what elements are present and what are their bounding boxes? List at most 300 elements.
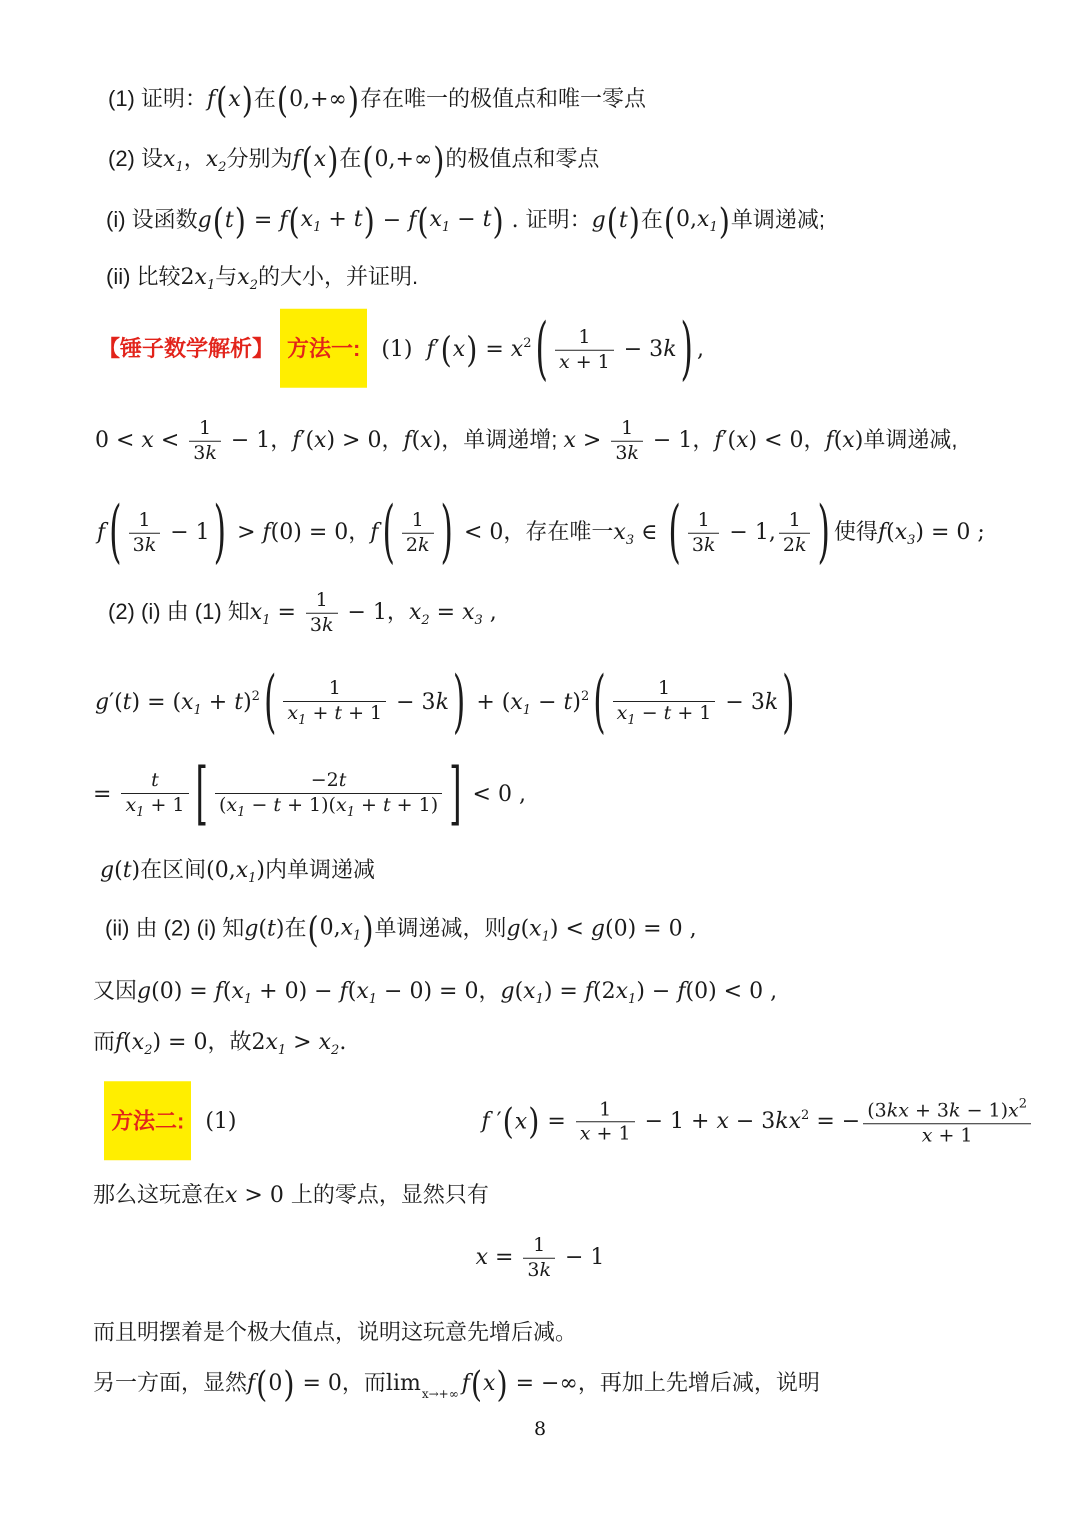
math-run: −2 bbox=[310, 769, 339, 791]
math-run: − 1 bbox=[340, 599, 387, 625]
paren-group bbox=[287, 199, 375, 242]
math-run: x bbox=[314, 427, 327, 453]
math-run: = bbox=[246, 207, 280, 233]
math-run: ) bbox=[243, 689, 252, 715]
text-run: 单调递减, bbox=[863, 426, 958, 452]
text-run: 的极值点和零点 bbox=[445, 146, 600, 172]
math-run: ) = ( bbox=[131, 689, 182, 715]
text-run: 3 bbox=[309, 613, 322, 636]
math-run: ) bbox=[275, 916, 285, 942]
math-run: − 3 bbox=[389, 689, 436, 715]
fraction bbox=[306, 589, 338, 638]
math-run: x bbox=[921, 1124, 933, 1146]
bracket-group bbox=[192, 752, 466, 834]
math-run: x bbox=[514, 1109, 528, 1135]
solution-header-method1 bbox=[98, 307, 704, 389]
math-run: x bbox=[529, 916, 542, 942]
open-delimiter: [ bbox=[195, 752, 208, 834]
text-run: 1 bbox=[315, 588, 328, 611]
paren-group bbox=[378, 490, 457, 572]
subscript: 1 bbox=[262, 612, 271, 628]
text-run: 3 bbox=[193, 441, 206, 464]
text-run: 与 bbox=[215, 264, 238, 290]
math-run: = − bbox=[809, 1108, 861, 1134]
math-run: + bbox=[321, 207, 354, 233]
close-delimiter: ) bbox=[718, 199, 730, 242]
paren-group bbox=[416, 199, 504, 242]
subscript: 2 bbox=[144, 1043, 153, 1059]
subscript: 1 bbox=[441, 220, 451, 236]
paren-group bbox=[606, 199, 641, 242]
math-run: − 3 bbox=[718, 689, 765, 715]
math-run: g bbox=[197, 207, 212, 233]
math-run: f bbox=[279, 207, 288, 233]
math-run: g bbox=[591, 207, 606, 233]
paren-group bbox=[105, 490, 230, 572]
math-run: t bbox=[353, 207, 363, 233]
group-content bbox=[483, 1370, 495, 1400]
math-run: − 1) bbox=[960, 1099, 1009, 1122]
text-run: (1) 证明： bbox=[108, 86, 208, 112]
close-delimiter: ) bbox=[528, 1100, 540, 1143]
math-run: t bbox=[338, 769, 347, 791]
paren-group bbox=[532, 307, 697, 389]
close-delimiter: ) bbox=[782, 660, 795, 742]
text-run: 存在唯一的极值点和唯一零点 bbox=[359, 86, 646, 112]
text-run: 1 bbox=[138, 508, 151, 531]
math-run: > 0 bbox=[237, 1183, 291, 1209]
math-run: < bbox=[153, 427, 187, 453]
math-run: ( bbox=[218, 793, 227, 816]
math-run: x bbox=[318, 1030, 332, 1056]
math-run: x bbox=[429, 207, 442, 233]
text-run: 2 bbox=[405, 533, 418, 556]
math-run: − 1 bbox=[558, 1244, 605, 1270]
text-run: 那么这玩意在 bbox=[93, 1182, 226, 1208]
math-run: + 1 bbox=[569, 350, 610, 373]
math-run: ) bbox=[854, 427, 864, 453]
math-run: f bbox=[339, 979, 348, 1005]
math-run: ′( bbox=[300, 427, 315, 453]
math-run: f bbox=[262, 519, 271, 545]
math-run: ) > 0 bbox=[326, 427, 382, 453]
math-run: t bbox=[273, 793, 282, 816]
fraction bbox=[283, 677, 386, 729]
problem-part-2 bbox=[108, 138, 600, 182]
math-run: (1) bbox=[367, 336, 427, 362]
page-number: 8 bbox=[533, 1418, 547, 1440]
subscript: 1 bbox=[346, 804, 355, 820]
math-run: 2 bbox=[180, 265, 195, 291]
open-delimiter: ( bbox=[470, 1362, 483, 1406]
math-run: ( bbox=[347, 979, 357, 1005]
group-content bbox=[228, 85, 240, 115]
open-delimiter: ( bbox=[382, 490, 395, 572]
close-delimiter: ] bbox=[449, 752, 462, 834]
math-run: x bbox=[300, 207, 314, 233]
math-run: g bbox=[100, 858, 115, 884]
subscript: 2 bbox=[218, 160, 227, 176]
math-run: + bbox=[201, 689, 235, 715]
text-run: 而且明摆着是个极大值点，说明这玩意先增后减。 bbox=[93, 1319, 578, 1345]
math-run: x bbox=[205, 147, 219, 173]
text-run: 使得 bbox=[833, 518, 878, 544]
math-run: x bbox=[181, 689, 194, 715]
limit-subscript: x→+∞ bbox=[421, 1387, 459, 1402]
paren-group bbox=[301, 138, 340, 182]
text-run: 而 bbox=[93, 1029, 116, 1055]
math-run: f bbox=[481, 1108, 490, 1134]
group-content bbox=[375, 145, 433, 175]
fraction bbox=[402, 509, 434, 558]
fraction bbox=[863, 1096, 1031, 1148]
math-run: f bbox=[877, 519, 887, 545]
math-run: < 0 bbox=[456, 519, 504, 545]
math-run: f bbox=[825, 427, 834, 453]
text-run: (i) 设函数 bbox=[106, 206, 198, 232]
subscript: 3 bbox=[907, 532, 916, 548]
math-run: 0 < bbox=[95, 427, 142, 453]
group-content bbox=[314, 145, 326, 175]
highlighted-label: 方法二: bbox=[104, 1081, 191, 1160]
math-run: ) = 0 bbox=[152, 1030, 208, 1056]
math-run: t bbox=[563, 689, 573, 715]
group-content bbox=[320, 914, 362, 946]
math-run: ) bbox=[131, 858, 141, 884]
math-run: > bbox=[230, 519, 263, 545]
math-run: + ( bbox=[469, 689, 511, 715]
fraction bbox=[121, 769, 188, 821]
math-run: (0) = 0 bbox=[604, 916, 683, 942]
text-run: 3 bbox=[691, 533, 704, 556]
group-content bbox=[552, 326, 677, 375]
math-run: + bbox=[306, 701, 335, 724]
math-run: x bbox=[131, 1030, 145, 1056]
paren-group bbox=[502, 1100, 541, 1143]
math-run: f bbox=[584, 979, 594, 1005]
math-run: − 0) = 0 bbox=[377, 979, 479, 1005]
close-delimiter: ) bbox=[628, 199, 640, 242]
fraction bbox=[611, 417, 643, 466]
close-delimiter: ) bbox=[362, 907, 374, 951]
text-run: 1 bbox=[599, 1097, 612, 1120]
subscript: 2 bbox=[249, 278, 258, 294]
open-delimiter: ( bbox=[593, 660, 606, 742]
math-run: f bbox=[403, 427, 412, 453]
math-run: = bbox=[93, 781, 119, 807]
close-delimiter: ) bbox=[347, 78, 359, 122]
text-run: 1 bbox=[578, 325, 591, 348]
subscript: 2 bbox=[421, 612, 430, 628]
method1-monotonicity bbox=[95, 417, 957, 466]
text-run: 【锤子数学解析】 bbox=[98, 335, 275, 361]
math-run: x bbox=[313, 147, 327, 173]
subscript: 1 bbox=[193, 702, 202, 718]
text-run: 0,+∞ bbox=[374, 147, 433, 173]
fraction bbox=[576, 1098, 635, 1147]
math-run: − 1 bbox=[223, 427, 271, 453]
method1-conclusion bbox=[93, 1028, 346, 1060]
superscript: 2 bbox=[580, 688, 590, 704]
text-run: (2) 设 bbox=[108, 146, 164, 172]
close-delimiter: ) bbox=[680, 307, 693, 389]
math-run: + 1 bbox=[144, 793, 185, 816]
close-delimiter: ) bbox=[452, 660, 466, 742]
math-run: . bbox=[339, 1030, 347, 1056]
math-run: − bbox=[245, 793, 274, 816]
math-run: t bbox=[122, 858, 132, 884]
math-run: x bbox=[225, 1183, 238, 1209]
math-run: ( bbox=[833, 427, 843, 453]
math-run: k bbox=[703, 533, 716, 556]
math-run: k bbox=[417, 533, 430, 556]
problem-part-i bbox=[106, 199, 826, 242]
open-delimiter: ( bbox=[263, 660, 277, 742]
math-run: ′( bbox=[109, 689, 123, 715]
open-delimiter: ( bbox=[362, 138, 374, 182]
math-run: − 1 bbox=[645, 427, 693, 453]
open-delimiter: ( bbox=[606, 199, 618, 242]
math-run: x bbox=[510, 689, 523, 715]
math-run: t bbox=[224, 208, 234, 234]
fraction bbox=[779, 509, 811, 558]
text-run: ; bbox=[970, 519, 985, 545]
math-run: x bbox=[510, 336, 524, 362]
math-run: x bbox=[452, 337, 466, 363]
math-run: f bbox=[214, 979, 223, 1005]
subscript: 1 bbox=[243, 992, 253, 1008]
group-content bbox=[399, 509, 437, 558]
math-run: t bbox=[382, 793, 391, 816]
math-run: + bbox=[354, 793, 383, 816]
math-run: x bbox=[462, 599, 475, 625]
text-run: ， bbox=[386, 598, 409, 624]
text-run: 另一方面，显然 bbox=[93, 1370, 248, 1396]
text-run: ， bbox=[183, 146, 206, 172]
math-run: − 3 bbox=[616, 336, 664, 362]
math-run: k bbox=[627, 441, 639, 464]
math-run: g bbox=[137, 979, 152, 1005]
math-run: x bbox=[287, 701, 299, 724]
paren-group bbox=[361, 138, 445, 182]
math-run: x bbox=[613, 519, 626, 545]
math-run: x bbox=[716, 1108, 729, 1134]
math-run: k bbox=[321, 613, 334, 636]
math-run: x bbox=[335, 793, 347, 816]
math-run: − 3 bbox=[728, 1108, 776, 1134]
math-run: , bbox=[763, 979, 778, 1005]
text-run: 1 bbox=[328, 677, 341, 699]
math-run: ( bbox=[123, 1030, 132, 1056]
math-run: t bbox=[267, 916, 276, 942]
open-delimiter: ( bbox=[440, 328, 452, 371]
superscript: 2 bbox=[801, 1107, 810, 1123]
math-run: . bbox=[504, 207, 526, 233]
math-run: k bbox=[663, 336, 677, 362]
method1-step2i-known bbox=[108, 589, 497, 638]
math-run: > bbox=[575, 427, 609, 453]
math-run: f bbox=[426, 336, 435, 362]
math-run: ( bbox=[258, 916, 267, 942]
math-run: , bbox=[696, 336, 704, 362]
math-run: x bbox=[228, 87, 241, 113]
text-run: ， bbox=[348, 518, 371, 544]
math-run: x bbox=[125, 793, 137, 816]
group-content bbox=[515, 1107, 527, 1137]
subscript: 1 bbox=[709, 220, 718, 236]
method2-zero-statement bbox=[93, 1181, 489, 1211]
close-delimiter: ) bbox=[433, 138, 445, 182]
text-run: ， bbox=[478, 978, 501, 1004]
problem-part-1 bbox=[108, 78, 646, 122]
open-delimiter: ( bbox=[502, 1100, 514, 1143]
math-run: x bbox=[249, 599, 263, 625]
math-run: (0) < 0 bbox=[685, 979, 764, 1005]
math-run: x bbox=[194, 265, 207, 291]
math-run: g bbox=[500, 979, 515, 1005]
math-run: x bbox=[163, 147, 176, 173]
text-run: 的大小，并证明. bbox=[257, 264, 419, 290]
subscript: 2 bbox=[331, 1043, 340, 1059]
group-content bbox=[610, 677, 779, 729]
group-content bbox=[126, 509, 210, 558]
math-run: ) = bbox=[543, 979, 585, 1005]
math-run: k bbox=[794, 533, 807, 556]
math-run: < 0 bbox=[465, 781, 512, 807]
math-run: t bbox=[618, 208, 628, 234]
paren-group bbox=[212, 199, 247, 242]
math-run: t bbox=[122, 689, 132, 715]
math-run: > bbox=[286, 1030, 319, 1056]
close-delimiter: ) bbox=[492, 199, 504, 242]
subscript: 1 bbox=[368, 992, 378, 1008]
fraction bbox=[215, 769, 442, 821]
text-run: ，单调递增; bbox=[441, 426, 564, 452]
math-run: ( bbox=[520, 916, 530, 942]
text-run: 上的零点，显然只有 bbox=[290, 1182, 489, 1208]
group-content bbox=[430, 205, 492, 237]
math-run: = bbox=[429, 599, 463, 625]
subscript: 1 bbox=[136, 804, 145, 820]
group-content bbox=[280, 677, 449, 729]
subscript: 1 bbox=[313, 220, 322, 236]
math-run: , bbox=[511, 781, 526, 807]
math-run: g bbox=[506, 916, 521, 942]
math-run: (1) bbox=[191, 1108, 237, 1134]
text-run: 0, bbox=[676, 207, 698, 233]
fraction bbox=[523, 1234, 555, 1283]
text-run: 3 bbox=[132, 533, 145, 556]
math-run: k bbox=[144, 533, 157, 556]
math-run: x bbox=[235, 858, 249, 884]
text-run: ，再加上先增后减，说明 bbox=[577, 1370, 820, 1396]
text-run: ， bbox=[381, 426, 404, 452]
paren-group bbox=[255, 1362, 295, 1406]
math-run: f bbox=[461, 1371, 470, 1397]
group-content bbox=[212, 769, 445, 821]
math-run: ) = 0 bbox=[915, 519, 971, 545]
math-run: ) bbox=[432, 427, 442, 453]
open-delimiter: ( bbox=[535, 307, 548, 389]
math-run: f bbox=[292, 147, 301, 173]
open-delimiter: ( bbox=[256, 1362, 268, 1406]
text-run: 1 bbox=[621, 416, 634, 439]
math-run: x bbox=[842, 427, 855, 453]
close-delimiter: ) bbox=[817, 490, 830, 572]
math-run: 2 bbox=[251, 1030, 266, 1056]
superscript: 2 bbox=[251, 688, 260, 704]
fraction bbox=[555, 326, 614, 375]
math-run: + 1 bbox=[671, 701, 712, 724]
math-run: t bbox=[663, 701, 672, 724]
math-run: x bbox=[340, 915, 354, 941]
open-delimiter: ( bbox=[109, 490, 122, 572]
math-run: (0) = 0 bbox=[270, 519, 349, 545]
text-run: 0,+∞ bbox=[289, 87, 347, 113]
math-run: (2 bbox=[593, 979, 616, 1005]
math-run: = 0 bbox=[295, 1371, 342, 1397]
problem-part-ii bbox=[106, 263, 418, 295]
math-run: x bbox=[141, 427, 154, 453]
paren-group bbox=[589, 660, 798, 742]
superscript: 2 bbox=[523, 335, 532, 351]
text-run: 0, bbox=[319, 915, 341, 941]
math-run: kx bbox=[775, 1108, 802, 1134]
math-run: x bbox=[616, 701, 628, 724]
paren-group bbox=[306, 907, 374, 951]
math-run: (3 bbox=[867, 1099, 887, 1122]
group-content bbox=[453, 335, 465, 365]
math-run: ( bbox=[886, 519, 895, 545]
math-run: x bbox=[563, 427, 576, 453]
method2-header-derivative bbox=[98, 1096, 1034, 1148]
close-delimiter: ) bbox=[496, 1362, 508, 1406]
math-run: ( bbox=[514, 979, 524, 1005]
math-run: ( bbox=[222, 979, 232, 1005]
highlighted-label: 方法一: bbox=[280, 309, 367, 388]
text-run: 又因 bbox=[93, 978, 138, 1004]
text-run: 0 bbox=[268, 1371, 283, 1397]
text-run: 1 bbox=[199, 416, 212, 439]
math-run: − bbox=[375, 207, 409, 233]
open-delimiter: ( bbox=[668, 490, 681, 572]
text-run: 内单调递减 bbox=[265, 857, 376, 883]
method1-gprime-simplified bbox=[93, 752, 526, 834]
text-run: 3 bbox=[527, 1258, 540, 1281]
paren-group bbox=[260, 660, 469, 742]
subscript: 1 bbox=[353, 928, 362, 944]
math-run: + 1 bbox=[590, 1122, 631, 1145]
close-delimiter: ) bbox=[234, 199, 246, 242]
fraction bbox=[613, 677, 716, 729]
open-delimiter: ( bbox=[276, 78, 289, 122]
math-run: x bbox=[579, 1122, 591, 1145]
math-run: ) < bbox=[549, 916, 591, 942]
method1-g-decreasing bbox=[100, 856, 375, 888]
text-run: 在 bbox=[640, 206, 663, 232]
math-run: t bbox=[334, 701, 343, 724]
math-run: x bbox=[558, 350, 570, 373]
text-run: ， bbox=[692, 426, 715, 452]
math-run: ′ bbox=[489, 1108, 502, 1134]
math-run: x bbox=[408, 599, 422, 625]
close-delimiter: ) bbox=[363, 199, 375, 242]
paren-group bbox=[663, 199, 731, 242]
math-run: k bbox=[205, 441, 217, 464]
text-run: 1 bbox=[411, 508, 424, 531]
group-content bbox=[301, 205, 363, 237]
math-run: f bbox=[247, 1371, 256, 1397]
